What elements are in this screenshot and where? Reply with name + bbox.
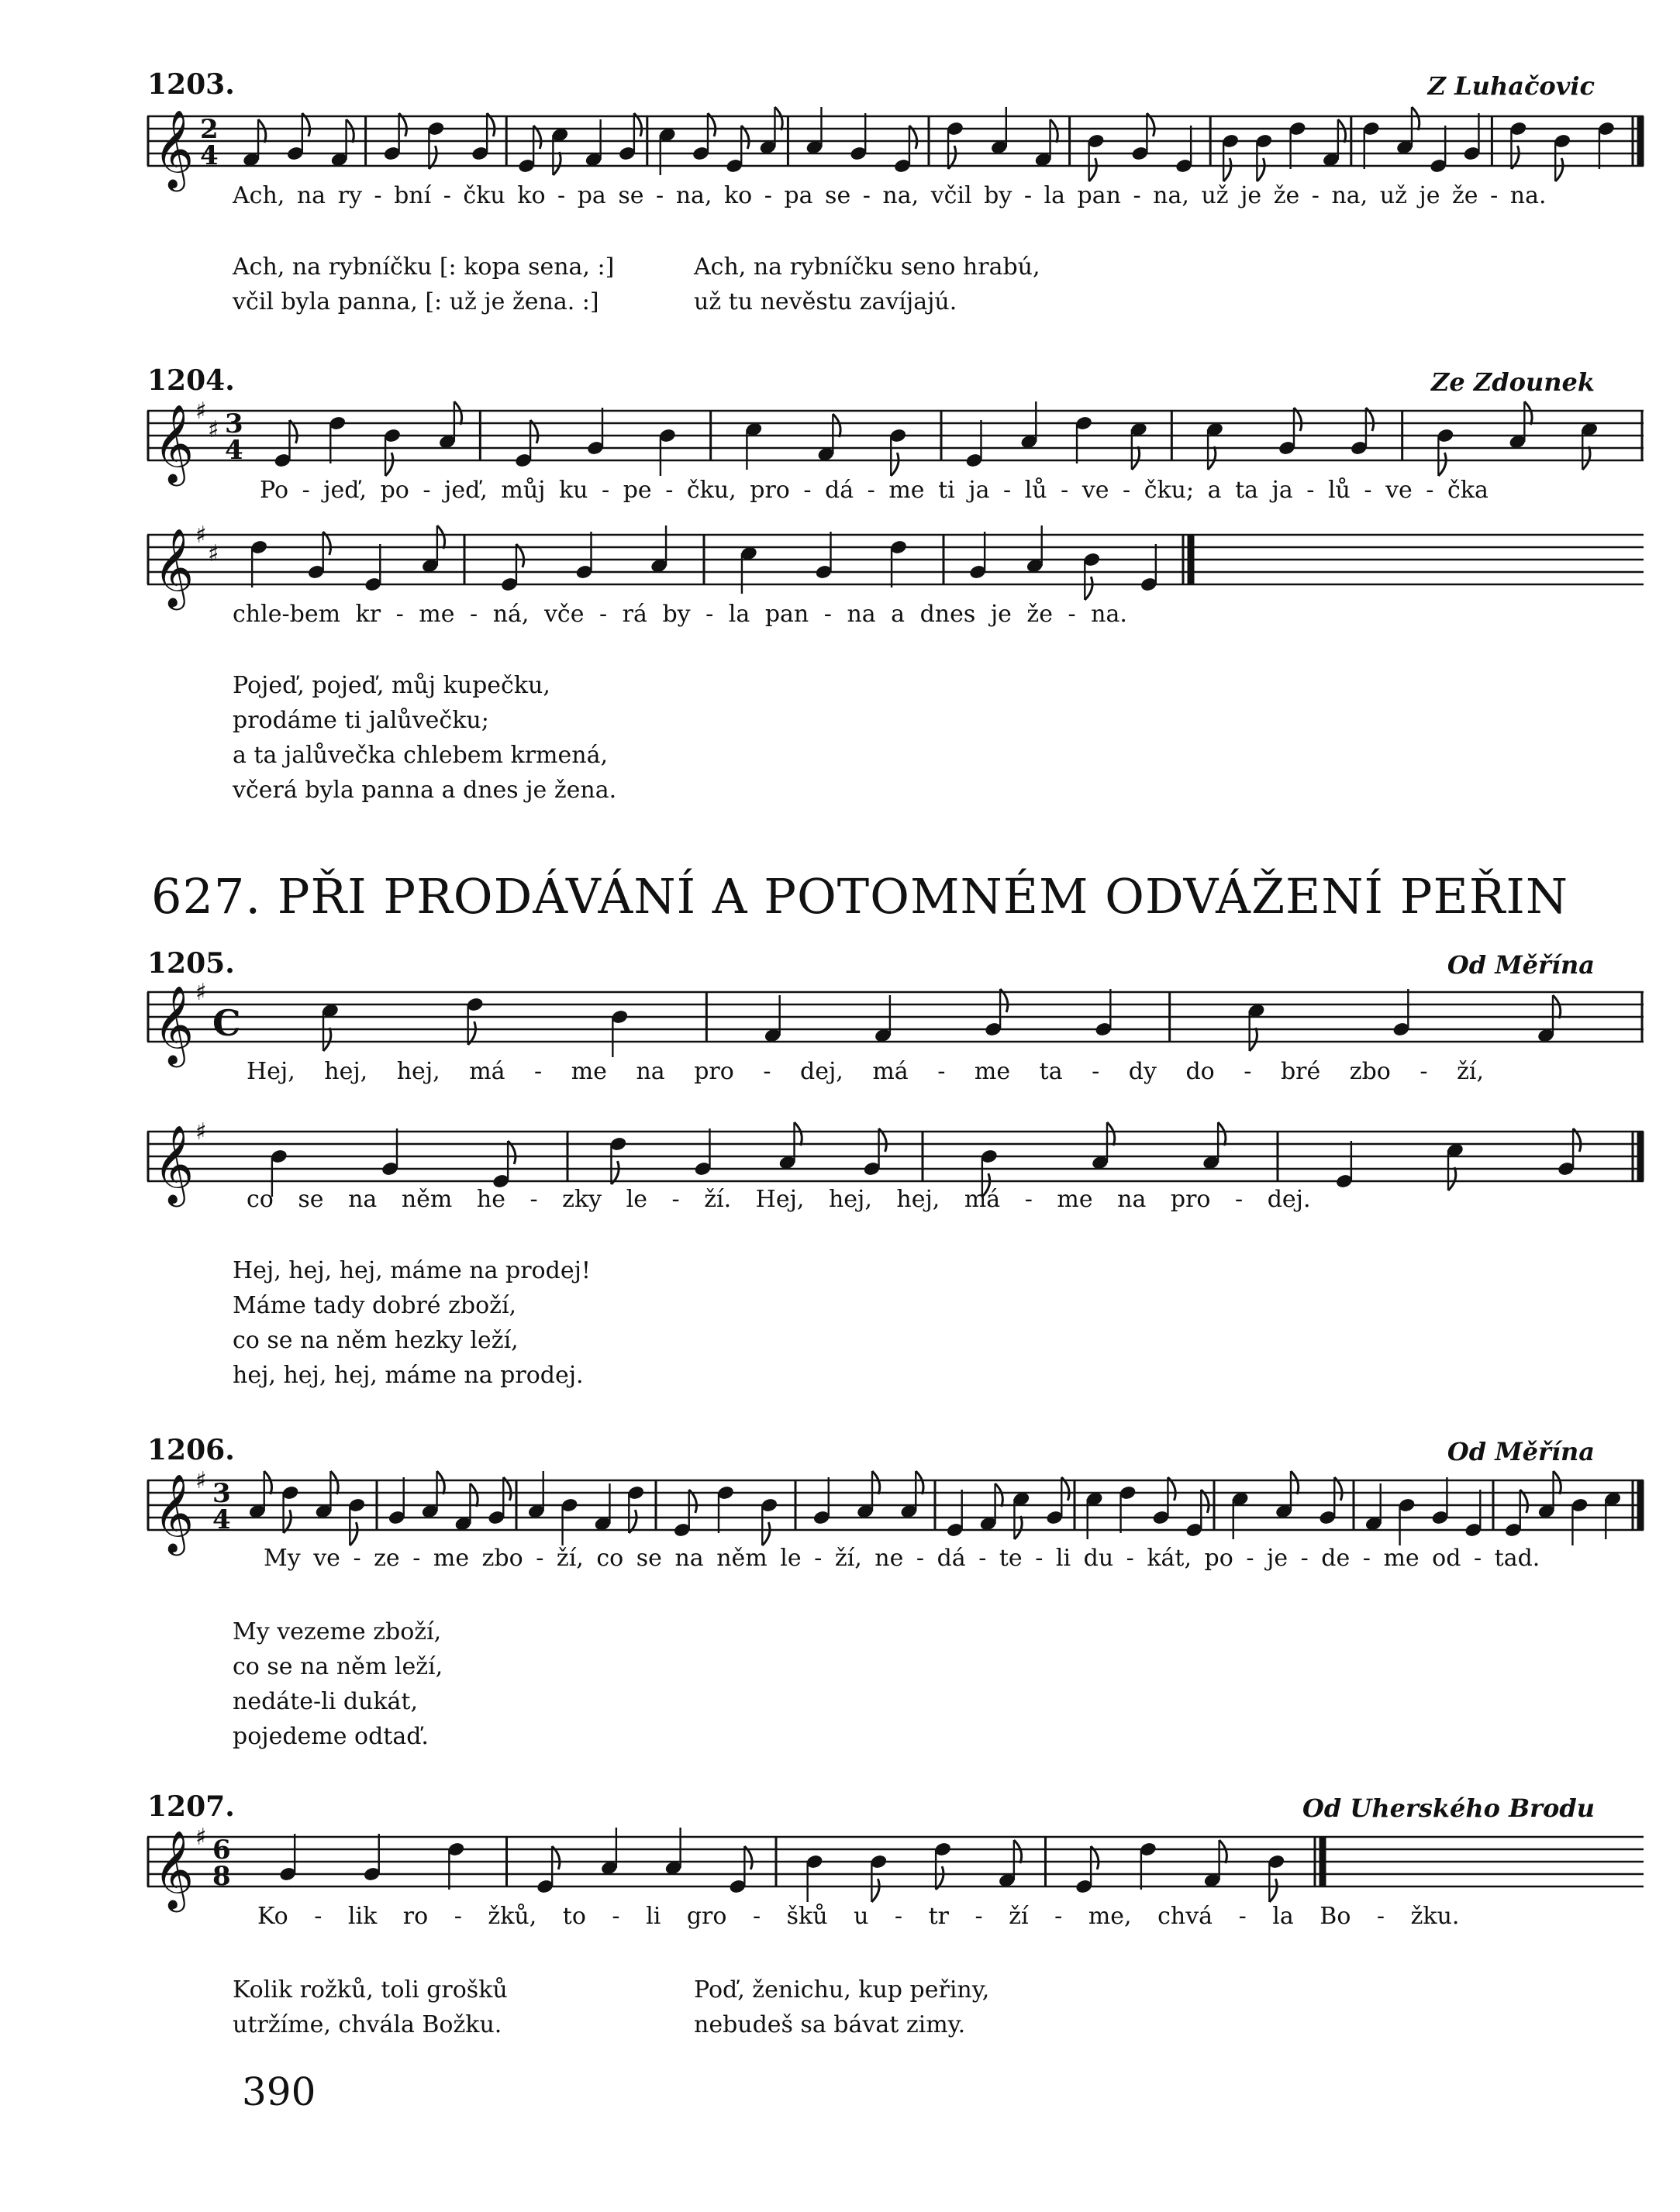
note-flag	[323, 1028, 331, 1051]
note-flag	[347, 119, 354, 143]
note-flag	[350, 1522, 357, 1545]
verse-line: včerá byla panna a dnes je žena.	[233, 777, 617, 804]
verse-line: včil byla panna, [: už je žena. :]	[233, 288, 599, 315]
note-flag	[1014, 1840, 1022, 1863]
note-flag	[1132, 446, 1140, 470]
treble-clef-icon: 𝄞	[154, 1124, 195, 1204]
verse-line: a ta jalůvečka chlebem krmená,	[233, 742, 608, 769]
time-signature-bottom: 8	[212, 1861, 231, 1892]
section-heading: 627. PŘI PRODÁVÁNÍ A POTOMNÉM ODVÁŽENÍ PEŘIN	[151, 868, 1569, 925]
treble-clef-icon: 𝄞	[154, 403, 195, 483]
verse-line: Ach, na rybníčku [: kopa sena, :]	[233, 253, 615, 281]
note-flag	[1218, 1122, 1226, 1146]
verse-line: hej, hej, hej, máme na prodej.	[233, 1362, 584, 1389]
note-flag	[258, 119, 266, 143]
verse-line: nedáte-li dukát,	[233, 1688, 419, 1715]
note-flag	[437, 525, 445, 549]
verse-line: Pojeď, pojeď, můj kupečku,	[233, 672, 550, 699]
verse-line: Poď, ženichu, kup peřiny,	[694, 1976, 990, 2004]
note-flag	[454, 401, 462, 425]
song-lyrics: Ko - lik ro - žků, to - li gro - šků u - tr - ží - me, chvá - la Bo - žku.	[257, 1903, 1460, 1930]
treble-clef-icon: 𝄞	[154, 1829, 195, 1909]
note-flag	[1338, 119, 1346, 143]
key-signature-sharp-icon: ♯	[208, 540, 219, 567]
music-staff	[147, 1806, 1644, 1914]
note-flag	[1257, 158, 1264, 181]
key-signature-sharp-icon: ♯	[195, 1467, 207, 1494]
verse-line: Ach, na rybníčku seno hrabú,	[694, 253, 1040, 281]
time-signature-top: 3	[212, 1478, 231, 1509]
note-flag	[916, 1471, 923, 1494]
treble-clef-icon: 𝄞	[154, 527, 195, 607]
treble-clef-icon: 𝄞	[154, 1473, 195, 1552]
song-number: 1204.	[147, 364, 235, 397]
note-flag	[470, 1483, 478, 1507]
note-flag	[795, 1122, 802, 1146]
note-flag	[995, 1483, 1003, 1507]
note-flag	[1291, 1471, 1299, 1494]
note-flag	[1524, 401, 1532, 425]
note-flag	[1412, 107, 1420, 130]
music-staff	[147, 85, 1644, 194]
verse-line: už tu nevěstu zavíjajú.	[694, 288, 957, 315]
song-origin: Od Uherského Brodu	[1302, 1793, 1595, 1823]
music-staff	[147, 504, 1644, 612]
verse-line: Kolik rožků, toli grošků	[233, 1976, 508, 2004]
time-signature-top: 3	[225, 408, 243, 439]
key-signature-sharp-icon: ♯	[195, 522, 207, 549]
note-flag	[762, 1522, 770, 1545]
key-signature-sharp-icon: ♯	[208, 416, 219, 443]
note-flag	[891, 453, 899, 476]
time-signature-bottom: 4	[212, 1504, 231, 1535]
note-flag	[1208, 446, 1216, 470]
song-number: 1207.	[147, 1790, 235, 1823]
note-flag	[1219, 1840, 1227, 1863]
song-lyrics: Po - jeď, po - jeď, můj ku - pe - čku, pro - dá - me ti ja - lů - ve - čku; a ta ja - lů - ve - čka	[260, 477, 1489, 504]
music-staff	[147, 1449, 1644, 1558]
note-flag	[774, 107, 782, 130]
song-lyrics: chle-bem kr - me - ná, vče - rá by - la pan - na a dnes je že - na.	[233, 601, 1127, 628]
verse-line: prodáme ti jalůvečku;	[233, 707, 489, 734]
note-flag	[833, 414, 840, 437]
note-flag	[1269, 1879, 1277, 1902]
song-origin: Od Měřína	[1447, 950, 1595, 980]
key-signature-sharp-icon: ♯	[195, 1118, 207, 1146]
note-flag	[1250, 1028, 1257, 1051]
note-flag	[1014, 1516, 1022, 1539]
music-staff	[147, 961, 1644, 1070]
song-lyrics: co se na něm he - zky le - ží. Hej, hej, hej, má - me na pro - dej.	[247, 1186, 1311, 1213]
note-flag	[1085, 577, 1092, 600]
music-staff	[147, 380, 1644, 488]
note-flag	[264, 1471, 272, 1494]
song-lyrics: Ach, na ry - bní - čku ko - pa se - na, ko - pa se - na, včil by - la pan - na, už je že - na, už je že - na.	[233, 182, 1547, 209]
key-signature-sharp-icon: ♯	[195, 979, 207, 1006]
note-flag	[437, 1471, 445, 1494]
note-flag	[553, 152, 561, 175]
note-flag	[1107, 1122, 1115, 1146]
verse-line: utržíme, chvála Božku.	[233, 2011, 502, 2038]
song-origin: Od Měřína	[1447, 1437, 1595, 1466]
key-signature-sharp-icon: ♯	[195, 398, 207, 425]
note-flag	[1223, 158, 1231, 181]
song-number: 1203.	[147, 68, 235, 101]
verse-text	[233, 1253, 591, 1393]
song-origin: Z Luhačovic	[1427, 71, 1595, 101]
verse-line: nebudeš sa bávat zimy.	[694, 2011, 966, 2038]
time-signature-bottom: 4	[225, 435, 243, 466]
verse-line: co se na něm hezky leží,	[233, 1327, 519, 1354]
common-time-icon: C	[212, 1002, 241, 1044]
verse-line: co se na něm leží,	[233, 1653, 443, 1680]
note-flag	[1553, 995, 1561, 1018]
verse-line: Hej, hej, hej, máme na prodej!	[233, 1257, 591, 1284]
verse-text	[233, 1973, 508, 2042]
verse-line: Máme tady dobré zboží,	[233, 1292, 517, 1319]
verse-text	[233, 1614, 443, 1754]
note-flag	[1089, 158, 1097, 181]
treble-clef-icon: 𝄞	[154, 984, 195, 1064]
song-number: 1205.	[147, 947, 235, 980]
verse-line: My vezeme zboží,	[233, 1618, 442, 1645]
note-flag	[872, 1471, 880, 1494]
treble-clef-icon: 𝄞	[154, 109, 195, 188]
verse-line: pojedeme odtaď.	[233, 1723, 429, 1750]
note-flag	[385, 453, 393, 476]
verse-text	[694, 250, 1040, 319]
note-flag	[1438, 453, 1446, 476]
note-flag	[1555, 158, 1563, 181]
note-flag	[871, 1879, 879, 1902]
note-flag	[1448, 1167, 1456, 1190]
verse-text	[694, 1973, 989, 2042]
note-flag	[1050, 119, 1058, 143]
note-flag	[1554, 1471, 1561, 1494]
note-flag	[330, 1471, 338, 1494]
verse-text	[233, 250, 614, 319]
song-origin: Ze Zdounek	[1431, 367, 1595, 397]
song-number: 1206.	[147, 1434, 235, 1466]
time-signature-top: 2	[200, 114, 219, 145]
song-lyrics: Hej, hej, hej, má - me na pro - dej, má - me ta - dy do - bré zbo - ží,	[247, 1058, 1485, 1085]
time-signature-top: 6	[212, 1835, 231, 1866]
time-signature-bottom: 4	[200, 140, 219, 171]
verse-text	[233, 668, 616, 808]
page-number: 390	[242, 2069, 316, 2114]
note-flag	[1582, 446, 1590, 470]
key-signature-sharp-icon: ♯	[195, 1824, 207, 1851]
song-lyrics: My ve - ze - me zbo - ží, co se na něm le - ží, ne - dá - te - li du - kát, po - je - de - me od - tad.	[264, 1545, 1540, 1572]
